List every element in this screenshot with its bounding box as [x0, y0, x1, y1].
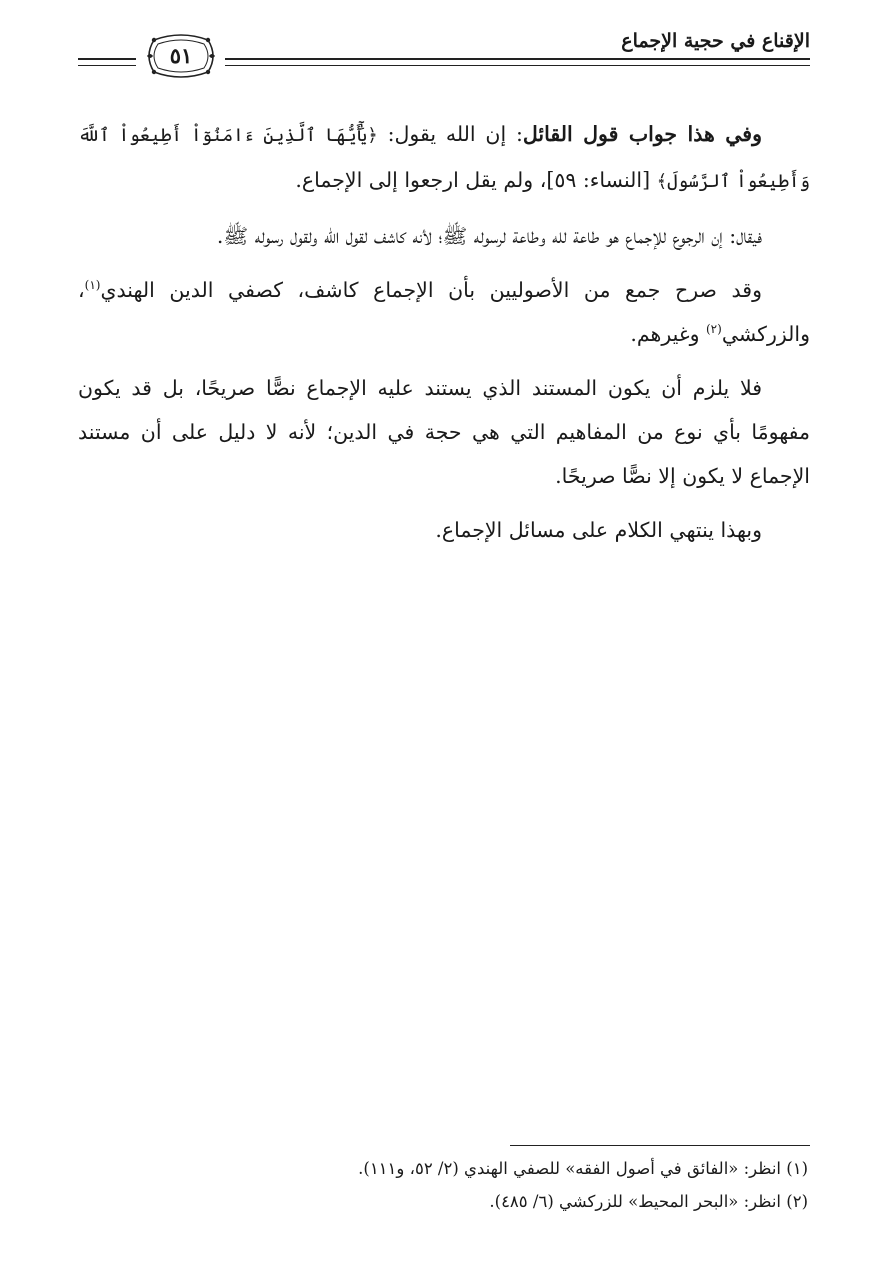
header-rule-short — [78, 58, 136, 66]
footnote-separator — [510, 1145, 810, 1146]
header-rule-long — [225, 58, 810, 66]
footnote-2: (٢) انظر: «البحر المحيط» للزركشي (٦/ ٤٨٥). — [489, 1192, 808, 1211]
page-number: ٥١ — [169, 43, 193, 68]
page-header — [78, 22, 810, 86]
page-number-frame — [144, 32, 218, 80]
paragraph-1-text-cont: [النساء: ٥٩]، ولم يقل ارجعوا إلى الإجماع. — [295, 168, 657, 192]
paragraph-1-bold-lead: وفي هذا جواب قول القائل — [522, 122, 762, 146]
footnotes — [76, 1152, 808, 1218]
footnote-ref-1[interactable]: (١) — [84, 278, 101, 293]
quran-verse: ﴿يَٰٓأَيُّهَا ٱلَّذِينَ ءَامَنُوٓاْ أَطِيعُواْ ٱللَّهَ وَأَطِيعُواْ ٱلرَّسُولَ﴾ — [78, 125, 810, 192]
paragraph-1-text: : إن الله يقول: — [377, 122, 523, 146]
paragraph-5: وبهذا ينتهي الكلام على مسائل الإجماع. — [435, 518, 762, 542]
paragraph-4: فلا يلزم أن يكون المستند الذي يستند عليه الإجماع نصًّا صريحًا، بل قد يكون مفهومًا بأي نوع من المفاهيم التي هي حجة في الدين؛ لأنه لا دليل على أن مستند الإجماع لا يكون إلا نصًّا صريحًا. — [78, 376, 810, 488]
running-title: الإقناع في حجية الإجماع — [621, 30, 810, 52]
footnote-ref-2[interactable]: (٢) — [705, 322, 722, 337]
paragraph-3 — [78, 268, 810, 356]
paragraph-3-text-end: وغيرهم. — [630, 322, 706, 346]
paragraph-1 — [78, 112, 810, 204]
main-text — [78, 112, 810, 562]
paragraph-2: فيقال: إن الرجوع للإجماع هو طاعة لله وطاعة لرسوله ﷺ؛ لأنه كاشف لقول الله ولقول رسوله ﷺ. — [216, 224, 762, 248]
footnote-1: (١) انظر: «الفائق في أصول الفقه» للصفي الهندي (٢/ ٥٢، و١١١). — [358, 1159, 808, 1178]
paragraph-3-text-cont: ، والزركشي — [78, 278, 810, 346]
paragraph-3-text: وقد صرح جمع من الأصوليين بأن الإجماع كاشف، كصفي الدين الهندي — [100, 278, 762, 302]
